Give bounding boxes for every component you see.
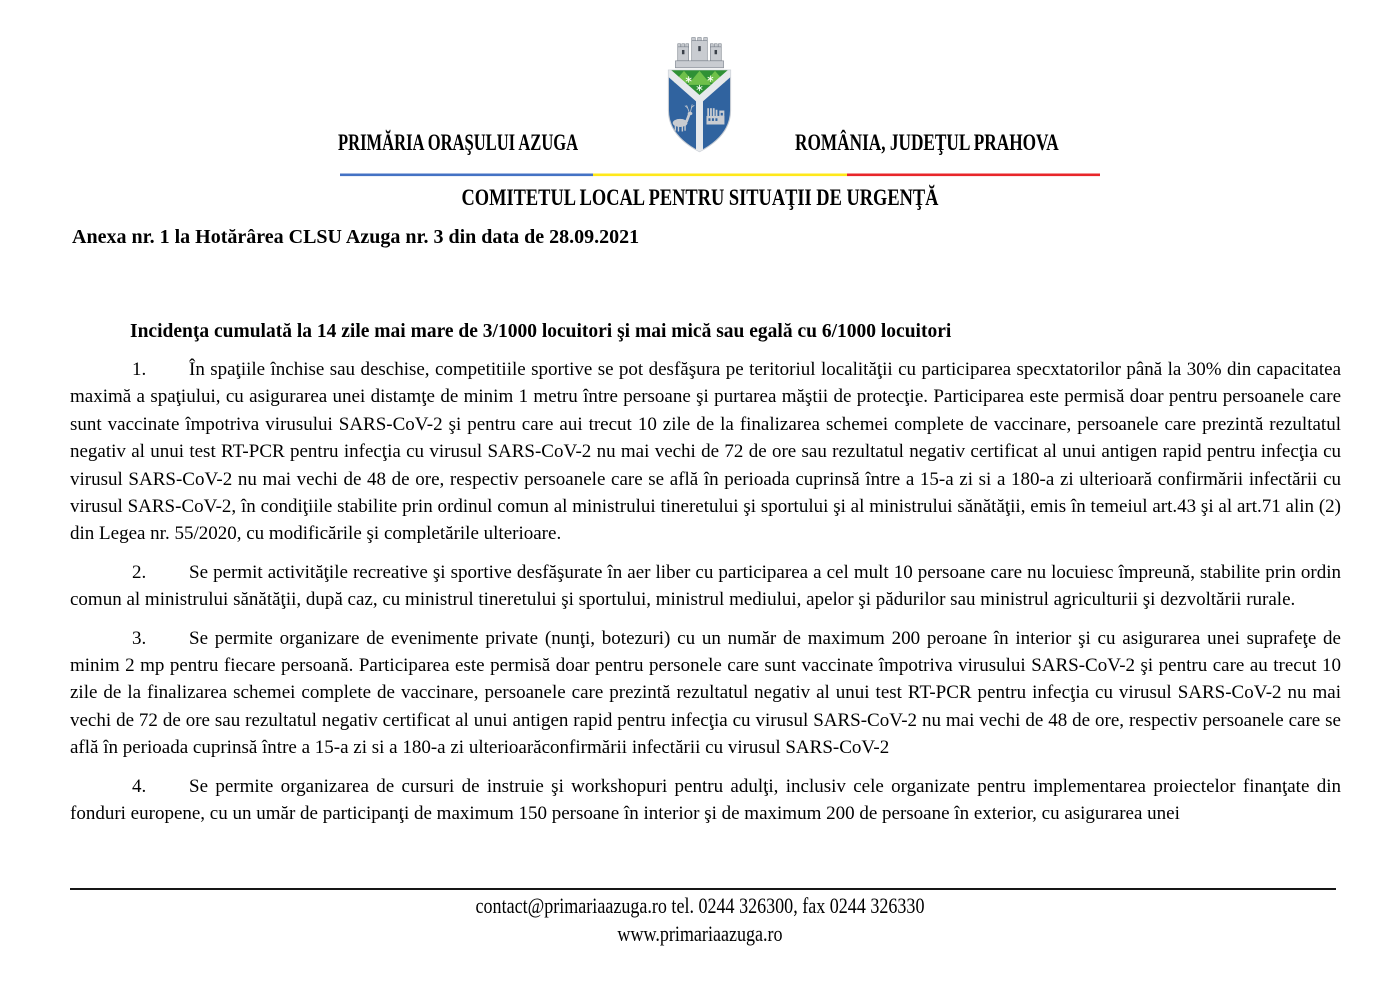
- footer-website: www.primariaazuga.ro: [617, 921, 783, 946]
- subject-heading: Incidenţa cumulată la 14 zile mai mare de 3/1000 locuitori şi mai mică sau egală cu 6/1000 locuitori: [130, 321, 952, 342]
- annex-line: Anexa nr. 1 la Hotărârea CLSU Azuga nr. 3 din data de 28.09.2021: [72, 226, 640, 248]
- romanian-flag-divider: [340, 173, 1100, 177]
- flag-yellow-segment: [593, 174, 847, 177]
- paragraph-4: [70, 773, 1341, 828]
- document-body: [70, 356, 1341, 839]
- paragraph-2-text: Se permit activităţile recreative şi sportive desfăşurate în aer liber cu participarea a cel mult 10 persoane care nu locuiesc împreună, stabilite prin ordin comun al ministrului sănătăţii, după caz, cu ministrul tineretului şi sportului, ministrul mediului, apelor şi pădurilor sau ministrul agriculturii şi dezvoltării rurale.: [70, 561, 1341, 611]
- county-name: ROMÂNIA, JUDEŢUL PRAHOVA: [795, 130, 1059, 155]
- paragraph-4-text: Se permite organizarea de cursuri de instruie şi workshopuri pentru adulţi, inclusiv cele organizate pentru implementarea proiectelor finanţate din fonduri europene, cu un umăr de participanţi de maximum 150 persoane în interior şi de maximum 200 de persoane în exterior, cu asigurarea unei: [70, 775, 1341, 825]
- paragraph-2: [70, 559, 1341, 614]
- paragraph-3-number: 3.: [132, 627, 147, 649]
- flag-blue-segment: [340, 174, 593, 177]
- paragraph-4-number: 4.: [132, 775, 147, 797]
- committee-title: COMITETUL LOCAL PENTRU SITUAŢII DE URGENŢĂ: [461, 185, 939, 210]
- coat-of-arms-icon: [660, 36, 739, 154]
- paragraph-1: [70, 356, 1341, 548]
- footer-divider: [70, 888, 1336, 890]
- paragraph-1-text: În spaţiile închise sau deschise, competitiile sportive se pot desfăşura pe teritoriul localităţii cu participarea specxtatorilor până la 30% din capacitatea maximă a spaţiului, cu asigurarea unei distamţe de minim 1 metru între persoane şi purtarea măştii de protecţie. Participarea este permisă doar pentru persoanele care sunt vaccinate împotriva virusului SARS-CoV-2 şi pentru care aui trecut 10 zile de la finalizarea schemei complete de vaccinare, persoanele care prezintă rezultatul negativ al unui test RT-PCR pentru infecţia cu virusul SARS-CoV-2 nu mai vechi de 72 de ore sau rezultatul negativ certificat al unui antigen rapid pentru infecţia cu virusul SARS-CoV-2 nu mai vechi de 48 de ore, respectiv persoanele care se află în perioada cuprinsă între a 15-a zi si a 180-a zi ulterioară confirmării infectării cu virusul SARS-CoV-2, în condiţiile stabilite prin ordinul comun al ministrului tineretului şi sportului şi al ministrului sănătăţii, emis în temeiul art.43 şi al art.71 alin (2) din Legea nr. 55/2020, cu modificările şi completările ulterioare.: [70, 359, 1341, 545]
- coat-of-arms-svg: [660, 36, 739, 154]
- paragraph-2-number: 2.: [132, 561, 147, 583]
- paragraph-3: [70, 625, 1341, 762]
- flag-red-segment: [847, 174, 1100, 177]
- paragraph-3-text: Se permite organizare de evenimente private (nunţi, botezuri) cu un număr de maximum 200 peroane în interior şi cu asigurarea unei suprafeţe de minim 2 mp pentru fiecare persoană. Participarea este permisă doar pentru personele care sunt vaccinate împotriva virusului SARS-CoV-2 şi pentru care au trecut 10 zile de la finalizarea schemei complete de vaccinare, persoanele care prezintă rezultatul negativ al unui test RT-PCR pentru infecţia cu virusul SARS-CoV-2 nu mai vechi de 72 de ore sau rezultatul negativ certificat al unui antigen rapid pentru infecţia cu virusul SARS-CoV-2 nu mai vechi de 48 de ore, respectiv persoanele care se află în perioada cuprinsă între a 15-a zi si a 180-a zi ulterioarăconfirmării infectării cu virusul SARS-CoV-2: [70, 627, 1341, 759]
- paragraph-1-number: 1.: [132, 359, 147, 380]
- institution-name: PRIMĂRIA ORAŞULUI AZUGA: [338, 130, 579, 155]
- footer-contact-line: contact@primariaazuga.ro tel. 0244 326300, fax 0244 326330: [475, 893, 925, 918]
